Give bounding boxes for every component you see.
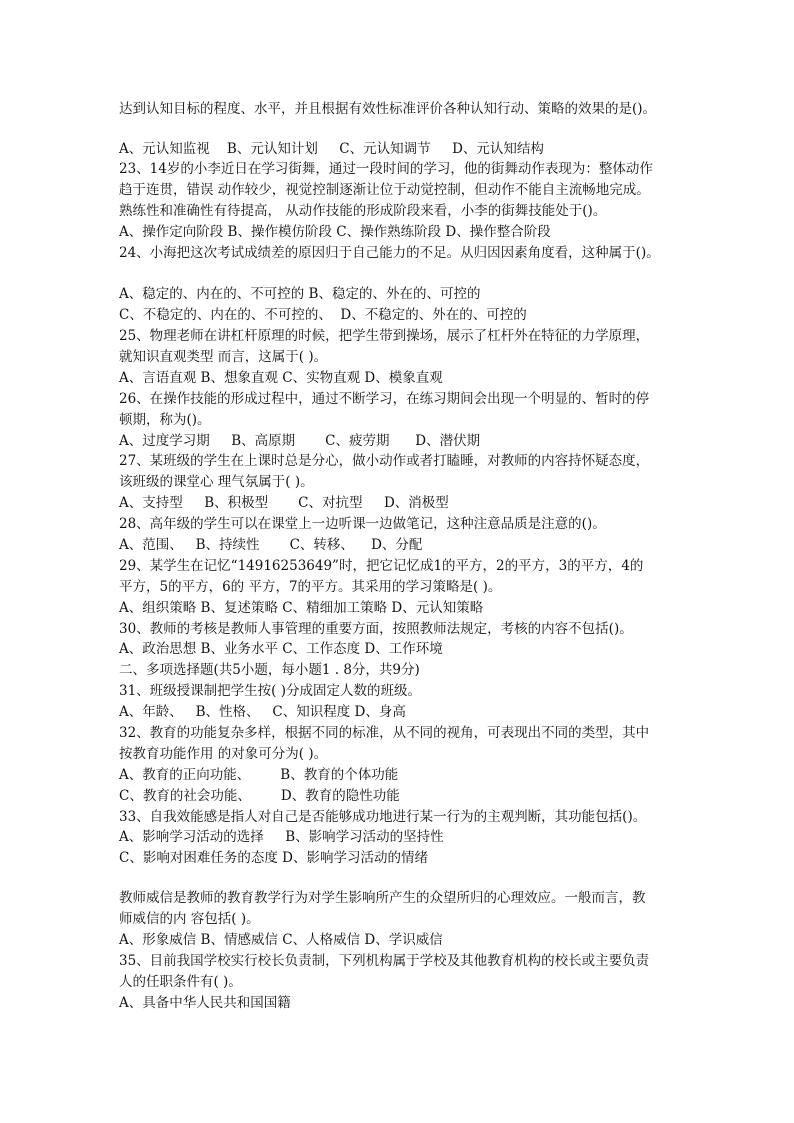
text-line: 熟练性和准确性有待提高， 从动作技能的形成阶段来看，小李的街舞技能处于()。 [119, 203, 607, 219]
text-line: C、教育的社会功能、 D、教育的隐性功能 [119, 788, 400, 804]
text-line: 该班级的课堂心 理气氛属于( )。 [119, 474, 314, 490]
text-line: C、影响对困难任务的态度 D、影响学习活动的情绪 [119, 850, 428, 866]
text-line: 28、高年级的学生可以在课堂上一边听课一边做笔记，这种注意品质是注意的()。 [119, 516, 606, 532]
text-line: A、操作定向阶段 B、操作模仿阶段 C、操作熟练阶段 D、操作整合阶段 [119, 224, 551, 240]
text-line: 30、教师的考核是教师人事管理的重要方面，按照教师法规定，考核的内容不包括()。 [119, 621, 633, 637]
text-line: 24、小海把这次考试成绩差的原因归于自己能力的不足。从归因因素角度看，这种属于()。 [119, 245, 660, 261]
text-line: 25、物理老师在讲杠杆原理的时候，把学生带到操场，展示了杠杆外在特征的力学原理， [119, 328, 650, 344]
text-line: A、稳定的、内在的、不可控的 B、稳定的、外在的、可控的 [119, 286, 481, 302]
text-line: A、元认知监视 B、元认知计划 C、元认知调节 D、元认知结构 [119, 141, 544, 157]
text-line: A、政治思想 B、业务水平 C、工作态度 D、工作环境 [119, 641, 443, 657]
text-line: A、言语直观 B、想象直观 C、实物直观 D、模象直观 [119, 370, 443, 386]
text-line: 教师威信是教师的教育教学行为对学生影响所产生的众望所归的心理效应。一般而言，教 [119, 890, 646, 906]
text-line: 31、班级授课制把学生按( )分成固定人数的班级。 [119, 683, 422, 699]
text-line: A、教育的正向功能、 B、教育的个体功能 [119, 767, 399, 783]
text-line: 33、自我效能感是指人对自己是否能够成功地进行某一行为的主观判断，其功能包括()。 [119, 809, 647, 825]
text-line: 27、某班级的学生在上课时总是分心，做小动作或者打瞌睡，对教师的内容持怀疑态度， [119, 453, 650, 469]
text-line: 按教育功能作用 的对象可分为( )。 [119, 746, 328, 762]
section-heading: 二、多项选择题(共5小题，每小题1 . 8分，共9分) [119, 662, 420, 678]
text-line: A、年龄、 B、性格、 C、知识程度 D、身高 [119, 704, 406, 720]
text-line: 人的任职条件有( )。 [119, 974, 242, 990]
text-line: 26、在操作技能的形成过程中，通过不断学习，在练习期间会出现一个明显的、暂时的停 [119, 391, 650, 407]
text-line: A、组织策略 B、复述策略 C、精细加工策略 D、元认知策略 [119, 600, 484, 616]
text-line: 趋于连贯，错误 动作较少，视觉控制逐渐让位于动觉控制，但动作不能自主流畅地完成。 [119, 182, 650, 198]
text-line: 平方，5的平方，6的 平方，7的平方。其采用的学习策略是( )。 [119, 579, 502, 595]
text-line: 达到认知目标的程度、水平，并且根据有效性标准评价各种认知行动、策略的效果的是()。 [119, 101, 657, 117]
text-line: A、形象威信 B、情感威信 C、人格威信 D、学识威信 [119, 932, 443, 948]
text-line: 23、14岁的小李近日在学习街舞，通过一段时间的学习，他的街舞动作表现为：整体动作 [119, 161, 653, 177]
text-line: A、影响学习活动的选择 B、影响学习活动的坚持性 [119, 829, 444, 845]
text-line: A、范围、 B、持续性 C、转移、 D、分配 [119, 537, 423, 553]
text-line: 就知识直观类型 而言，这属于( )。 [119, 349, 328, 365]
text-line: 29、某学生在记忆“14916253649”时，把它记忆成1的平方，2的平方，3的平方，4的 [119, 558, 644, 574]
text-line: 师威信的内 容包括( )。 [119, 911, 260, 927]
text-line: A、具备中华人民共和国国籍 [119, 995, 291, 1011]
text-line: 顿期，称为()。 [119, 412, 211, 428]
text-line: A、过度学习期 B、高原期 C、疲劳期 D、潜伏期 [119, 433, 481, 449]
text-line: 35、目前我国学校实行校长负责制，下列机构属于学校及其他教育机构的校长或主要负责 [119, 953, 650, 969]
text-line: 32、教育的功能复杂多样，根据不同的标准，从不同的视角，可表现出不同的类型，其中 [119, 725, 650, 741]
text-line: A、支持型 B、积极型 C、对抗型 D、消极型 [119, 495, 449, 511]
text-line: C、不稳定的、内在的、不可控的、 D、不稳定的、外在的、可控的 [119, 307, 527, 323]
